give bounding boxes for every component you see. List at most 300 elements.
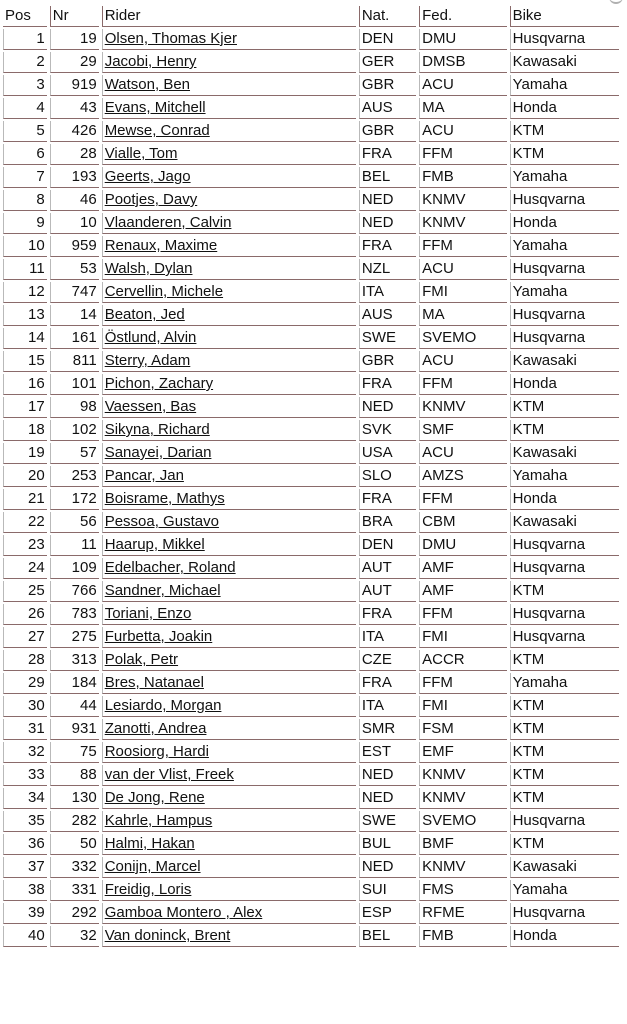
cell-nr: 14: [50, 305, 99, 326]
cell-nr: 184: [50, 673, 99, 694]
cell-fed: FFM: [419, 144, 506, 165]
cell-fed: ACU: [419, 75, 506, 96]
cell-fed: MA: [419, 305, 506, 326]
cell-rider: [102, 857, 356, 878]
cell-rider: [102, 98, 356, 119]
cell-fed: KNMV: [419, 788, 506, 809]
table-row: [3, 98, 619, 119]
cell-rider: [102, 282, 356, 303]
rider-link[interactable]: Gamboa Montero , Alex: [104, 904, 263, 921]
cell-nr: 88: [50, 765, 99, 786]
cell-nr: 313: [50, 650, 99, 671]
cell-pos: 28: [3, 650, 47, 671]
rider-link[interactable]: Edelbacher, Roland: [104, 559, 236, 576]
cell-pos: 29: [3, 673, 47, 694]
cell-bike: KTM: [510, 581, 619, 602]
cell-rider: [102, 811, 356, 832]
cell-rider: [102, 374, 356, 395]
cell-rider: [102, 351, 356, 372]
table-row: [3, 466, 619, 487]
cell-nr: 44: [50, 696, 99, 717]
cell-nat: AUT: [359, 558, 416, 579]
cell-nat: EST: [359, 742, 416, 763]
cell-rider: [102, 190, 356, 211]
rider-link[interactable]: Beaton, Jed: [104, 306, 185, 323]
cell-fed: FMI: [419, 627, 506, 648]
cell-pos: 32: [3, 742, 47, 763]
cell-nr: 11: [50, 535, 99, 556]
cell-pos: 33: [3, 765, 47, 786]
cell-rider: [102, 52, 356, 73]
cell-bike: Kawasaki: [510, 512, 619, 533]
rider-link[interactable]: Van doninck, Brent: [104, 927, 231, 944]
cell-rider: [102, 75, 356, 96]
table-row: [3, 926, 619, 947]
cell-nat: ITA: [359, 282, 416, 303]
cell-nat: NED: [359, 397, 416, 418]
rider-link[interactable]: Boisrame, Mathys: [104, 490, 225, 507]
cell-fed: KNMV: [419, 397, 506, 418]
cell-pos: 20: [3, 466, 47, 487]
cell-rider: [102, 397, 356, 418]
cell-fed: DMU: [419, 535, 506, 556]
cell-nat: NED: [359, 213, 416, 234]
cell-bike: KTM: [510, 742, 619, 763]
cell-nr: 130: [50, 788, 99, 809]
cell-rider: [102, 121, 356, 142]
rider-link[interactable]: De Jong, Rene: [104, 789, 205, 806]
cell-fed: AMF: [419, 581, 506, 602]
cell-pos: 18: [3, 420, 47, 441]
cell-pos: 14: [3, 328, 47, 349]
cell-fed: ACU: [419, 351, 506, 372]
rider-link[interactable]: Pancar, Jan: [104, 467, 184, 484]
results-body: [3, 29, 619, 947]
cell-nat: SUI: [359, 880, 416, 901]
table-row: [3, 29, 619, 50]
cell-bike: Kawasaki: [510, 443, 619, 464]
cell-fed: SVEMO: [419, 328, 506, 349]
cell-nat: SMR: [359, 719, 416, 740]
table-row: [3, 259, 619, 280]
cell-bike: Yamaha: [510, 466, 619, 487]
cell-nat: BEL: [359, 167, 416, 188]
rider-link[interactable]: Renaux, Maxime: [104, 237, 218, 254]
table-row: [3, 397, 619, 418]
cell-nr: 426: [50, 121, 99, 142]
cell-bike: Kawasaki: [510, 857, 619, 878]
cell-fed: AMZS: [419, 466, 506, 487]
cell-bike: Yamaha: [510, 75, 619, 96]
cell-nat: FRA: [359, 604, 416, 625]
cell-nat: NED: [359, 765, 416, 786]
rider-link[interactable]: Walsh, Dylan: [104, 260, 193, 277]
rider-link[interactable]: Pichon, Zachary: [104, 375, 214, 392]
cell-pos: 12: [3, 282, 47, 303]
cell-nat: ESP: [359, 903, 416, 924]
cell-fed: FMI: [419, 696, 506, 717]
cell-rider: [102, 489, 356, 510]
cell-nr: 959: [50, 236, 99, 257]
rider-link[interactable]: Vlaanderen, Calvin: [104, 214, 232, 231]
cell-nat: GER: [359, 52, 416, 73]
cell-nat: FRA: [359, 673, 416, 694]
cell-fed: ACU: [419, 121, 506, 142]
cell-bike: Husqvarna: [510, 627, 619, 648]
table-row: [3, 581, 619, 602]
cell-rider: [102, 443, 356, 464]
cell-bike: Yamaha: [510, 880, 619, 901]
cell-pos: 3: [3, 75, 47, 96]
cell-rider: [102, 328, 356, 349]
table-row: [3, 880, 619, 901]
cell-nat: ITA: [359, 696, 416, 717]
cell-fed: FFM: [419, 489, 506, 510]
cell-nat: SLO: [359, 466, 416, 487]
cell-rider: [102, 696, 356, 717]
cell-rider: [102, 305, 356, 326]
cell-pos: 2: [3, 52, 47, 73]
rider-link[interactable]: Cervellin, Michele: [104, 283, 224, 300]
cell-fed: ACU: [419, 443, 506, 464]
cell-pos: 26: [3, 604, 47, 625]
cell-fed: FSM: [419, 719, 506, 740]
cell-fed: FMI: [419, 282, 506, 303]
cell-nat: AUS: [359, 305, 416, 326]
table-row: [3, 52, 619, 73]
results-table: [0, 4, 622, 949]
rider-link[interactable]: Sterry, Adam: [104, 352, 191, 369]
cell-pos: 38: [3, 880, 47, 901]
cell-pos: 11: [3, 259, 47, 280]
cell-pos: 19: [3, 443, 47, 464]
cell-nr: 747: [50, 282, 99, 303]
cell-nr: 292: [50, 903, 99, 924]
table-row: [3, 604, 619, 625]
cell-fed: ACU: [419, 259, 506, 280]
cell-nat: FRA: [359, 144, 416, 165]
cell-pos: 37: [3, 857, 47, 878]
cell-nr: 56: [50, 512, 99, 533]
cell-nr: 161: [50, 328, 99, 349]
cell-bike: Honda: [510, 374, 619, 395]
table-row: [3, 282, 619, 303]
cell-nr: 75: [50, 742, 99, 763]
cell-rider: [102, 834, 356, 855]
cell-bike: Husqvarna: [510, 29, 619, 50]
cell-pos: 30: [3, 696, 47, 717]
table-row: [3, 719, 619, 740]
rider-link[interactable]: Halmi, Hakan: [104, 835, 195, 852]
cell-nr: 102: [50, 420, 99, 441]
cell-pos: 27: [3, 627, 47, 648]
cell-nat: GBR: [359, 351, 416, 372]
cell-rider: [102, 765, 356, 786]
table-row: [3, 190, 619, 211]
cell-pos: 8: [3, 190, 47, 211]
cell-nr: 46: [50, 190, 99, 211]
rider-link[interactable]: Watson, Ben: [104, 76, 191, 93]
cell-bike: KTM: [510, 834, 619, 855]
rider-link[interactable]: Evans, Mitchell: [104, 99, 206, 116]
table-row: [3, 75, 619, 96]
cell-nat: AUT: [359, 581, 416, 602]
cell-nr: 253: [50, 466, 99, 487]
rider-link[interactable]: Lesiardo, Morgan: [104, 697, 222, 714]
cell-nr: 53: [50, 259, 99, 280]
cell-nr: 193: [50, 167, 99, 188]
table-row: [3, 857, 619, 878]
cell-nr: 43: [50, 98, 99, 119]
cell-pos: 34: [3, 788, 47, 809]
cell-pos: 22: [3, 512, 47, 533]
cell-bike: Husqvarna: [510, 903, 619, 924]
cell-nr: 98: [50, 397, 99, 418]
cell-pos: 15: [3, 351, 47, 372]
cell-bike: KTM: [510, 420, 619, 441]
table-row: [3, 650, 619, 671]
rider-link[interactable]: Freidig, Loris: [104, 881, 192, 898]
table-row: [3, 512, 619, 533]
cell-nr: 766: [50, 581, 99, 602]
cell-pos: 17: [3, 397, 47, 418]
cell-nat: BEL: [359, 926, 416, 947]
rider-link[interactable]: Östlund, Alvin: [104, 329, 197, 346]
cell-fed: ACCR: [419, 650, 506, 671]
rider-link[interactable]: Polak, Petr: [104, 651, 179, 668]
rider-link[interactable]: Toriani, Enzo: [104, 605, 192, 622]
cell-bike: KTM: [510, 696, 619, 717]
rider-link[interactable]: Sikyna, Richard: [104, 421, 210, 438]
cell-rider: [102, 535, 356, 556]
cell-bike: Kawasaki: [510, 52, 619, 73]
cell-fed: EMF: [419, 742, 506, 763]
cell-nat: DEN: [359, 29, 416, 50]
cell-nr: 29: [50, 52, 99, 73]
cell-nr: 101: [50, 374, 99, 395]
cell-fed: RFME: [419, 903, 506, 924]
cell-nr: 282: [50, 811, 99, 832]
rider-link[interactable]: Sandner, Michael: [104, 582, 221, 599]
cell-bike: KTM: [510, 121, 619, 142]
cell-rider: [102, 650, 356, 671]
cell-rider: [102, 213, 356, 234]
cell-rider: [102, 29, 356, 50]
cell-rider: [102, 581, 356, 602]
rider-link[interactable]: Olsen, Thomas Kjer: [104, 30, 237, 47]
cell-pos: 1: [3, 29, 47, 50]
cell-nr: 50: [50, 834, 99, 855]
cell-fed: FMB: [419, 167, 506, 188]
cell-bike: Husqvarna: [510, 305, 619, 326]
cell-bike: Yamaha: [510, 167, 619, 188]
cell-rider: [102, 259, 356, 280]
table-row: [3, 535, 619, 556]
cell-rider: [102, 742, 356, 763]
cell-rider: [102, 420, 356, 441]
table-row: [3, 121, 619, 142]
cell-nr: 931: [50, 719, 99, 740]
table-row: [3, 144, 619, 165]
cell-rider: [102, 236, 356, 257]
cell-rider: [102, 167, 356, 188]
cell-nr: 783: [50, 604, 99, 625]
rider-link[interactable]: Mewse, Conrad: [104, 122, 210, 139]
table-row: [3, 811, 619, 832]
cell-bike: Kawasaki: [510, 351, 619, 372]
cell-nr: 28: [50, 144, 99, 165]
cell-fed: KNMV: [419, 765, 506, 786]
cell-nat: GBR: [359, 121, 416, 142]
cell-pos: 4: [3, 98, 47, 119]
cell-bike: KTM: [510, 788, 619, 809]
cell-nr: 811: [50, 351, 99, 372]
cell-nat: ITA: [359, 627, 416, 648]
cell-nr: 332: [50, 857, 99, 878]
cell-pos: 40: [3, 926, 47, 947]
cell-fed: FFM: [419, 604, 506, 625]
cell-pos: 13: [3, 305, 47, 326]
cell-fed: MA: [419, 98, 506, 119]
cell-nat: NED: [359, 788, 416, 809]
table-row: [3, 558, 619, 579]
cell-fed: DMSB: [419, 52, 506, 73]
cell-fed: AMF: [419, 558, 506, 579]
cell-pos: 10: [3, 236, 47, 257]
table-row: [3, 788, 619, 809]
cell-fed: KNMV: [419, 190, 506, 211]
rider-link[interactable]: van der Vlist, Freek: [104, 766, 234, 783]
cell-rider: [102, 880, 356, 901]
table-row: [3, 374, 619, 395]
column-header-pos: Pos: [3, 6, 47, 27]
rider-link[interactable]: Pessoa, Gustavo: [104, 513, 219, 530]
cell-nr: 32: [50, 926, 99, 947]
cell-bike: Honda: [510, 98, 619, 119]
rider-link[interactable]: Jacobi, Henry: [104, 53, 197, 70]
cell-pos: 23: [3, 535, 47, 556]
rider-link[interactable]: Geerts, Jago: [104, 168, 191, 185]
table-row: [3, 673, 619, 694]
cell-rider: [102, 512, 356, 533]
cell-rider: [102, 673, 356, 694]
cell-fed: SVEMO: [419, 811, 506, 832]
cell-fed: FMS: [419, 880, 506, 901]
rider-link[interactable]: Roosiorg, Hardi: [104, 743, 209, 760]
rider-link[interactable]: Bres, Natanael: [104, 674, 204, 691]
cell-rider: [102, 926, 356, 947]
rider-link[interactable]: Vaessen, Bas: [104, 398, 197, 415]
cell-nat: CZE: [359, 650, 416, 671]
rider-link[interactable]: Haarup, Mikkel: [104, 536, 205, 553]
cell-bike: Husqvarna: [510, 811, 619, 832]
rider-link[interactable]: Conijn, Marcel: [104, 858, 201, 875]
cell-bike: Yamaha: [510, 236, 619, 257]
cell-pos: 7: [3, 167, 47, 188]
cell-bike: Honda: [510, 213, 619, 234]
cell-nr: 57: [50, 443, 99, 464]
table-row: [3, 443, 619, 464]
table-row: [3, 489, 619, 510]
column-header-fed: Fed.: [419, 6, 506, 27]
cell-pos: 24: [3, 558, 47, 579]
cell-bike: Yamaha: [510, 673, 619, 694]
cell-nr: 109: [50, 558, 99, 579]
rider-link[interactable]: Kahrle, Hampus: [104, 812, 213, 829]
cell-nat: NED: [359, 857, 416, 878]
cell-rider: [102, 788, 356, 809]
column-header-rider: Rider: [102, 6, 356, 27]
cell-fed: FFM: [419, 374, 506, 395]
table-row: [3, 351, 619, 372]
cell-bike: KTM: [510, 719, 619, 740]
rider-link[interactable]: Vialle, Tom: [104, 145, 178, 162]
cell-nat: AUS: [359, 98, 416, 119]
cell-pos: 21: [3, 489, 47, 510]
table-row: [3, 765, 619, 786]
cell-bike: KTM: [510, 650, 619, 671]
cell-bike: Yamaha: [510, 282, 619, 303]
cell-nat: SWE: [359, 328, 416, 349]
cell-nat: BUL: [359, 834, 416, 855]
cell-nat: NZL: [359, 259, 416, 280]
cell-nr: 275: [50, 627, 99, 648]
cell-fed: FFM: [419, 673, 506, 694]
cell-bike: Husqvarna: [510, 190, 619, 211]
cell-fed: FFM: [419, 236, 506, 257]
cell-nr: 10: [50, 213, 99, 234]
cell-pos: 36: [3, 834, 47, 855]
cell-nat: FRA: [359, 489, 416, 510]
cell-bike: Husqvarna: [510, 535, 619, 556]
cell-rider: [102, 466, 356, 487]
cell-pos: 5: [3, 121, 47, 142]
cell-fed: DMU: [419, 29, 506, 50]
cell-rider: [102, 604, 356, 625]
rider-link[interactable]: Zanotti, Andrea: [104, 720, 207, 737]
column-header-bike: Bike: [510, 6, 619, 27]
cell-bike: Husqvarna: [510, 259, 619, 280]
cell-nat: NED: [359, 190, 416, 211]
cell-pos: 39: [3, 903, 47, 924]
cell-rider: [102, 558, 356, 579]
cell-nat: SVK: [359, 420, 416, 441]
rider-link[interactable]: Pootjes, Davy: [104, 191, 198, 208]
table-row: [3, 627, 619, 648]
cell-fed: SMF: [419, 420, 506, 441]
table-row: [3, 903, 619, 924]
cell-bike: Honda: [510, 489, 619, 510]
cell-nr: 172: [50, 489, 99, 510]
table-row: [3, 167, 619, 188]
table-row: [3, 742, 619, 763]
cell-bike: Honda: [510, 926, 619, 947]
header-row: [3, 6, 619, 27]
table-row: [3, 305, 619, 326]
cell-pos: 35: [3, 811, 47, 832]
cell-pos: 9: [3, 213, 47, 234]
cell-fed: KNMV: [419, 857, 506, 878]
cell-bike: KTM: [510, 144, 619, 165]
cell-nr: 919: [50, 75, 99, 96]
table-row: [3, 328, 619, 349]
cell-nr: 19: [50, 29, 99, 50]
cell-pos: 16: [3, 374, 47, 395]
rider-link[interactable]: Furbetta, Joakin: [104, 628, 213, 645]
cell-bike: Husqvarna: [510, 328, 619, 349]
rider-link[interactable]: Sanayei, Darian: [104, 444, 212, 461]
cell-bike: KTM: [510, 397, 619, 418]
